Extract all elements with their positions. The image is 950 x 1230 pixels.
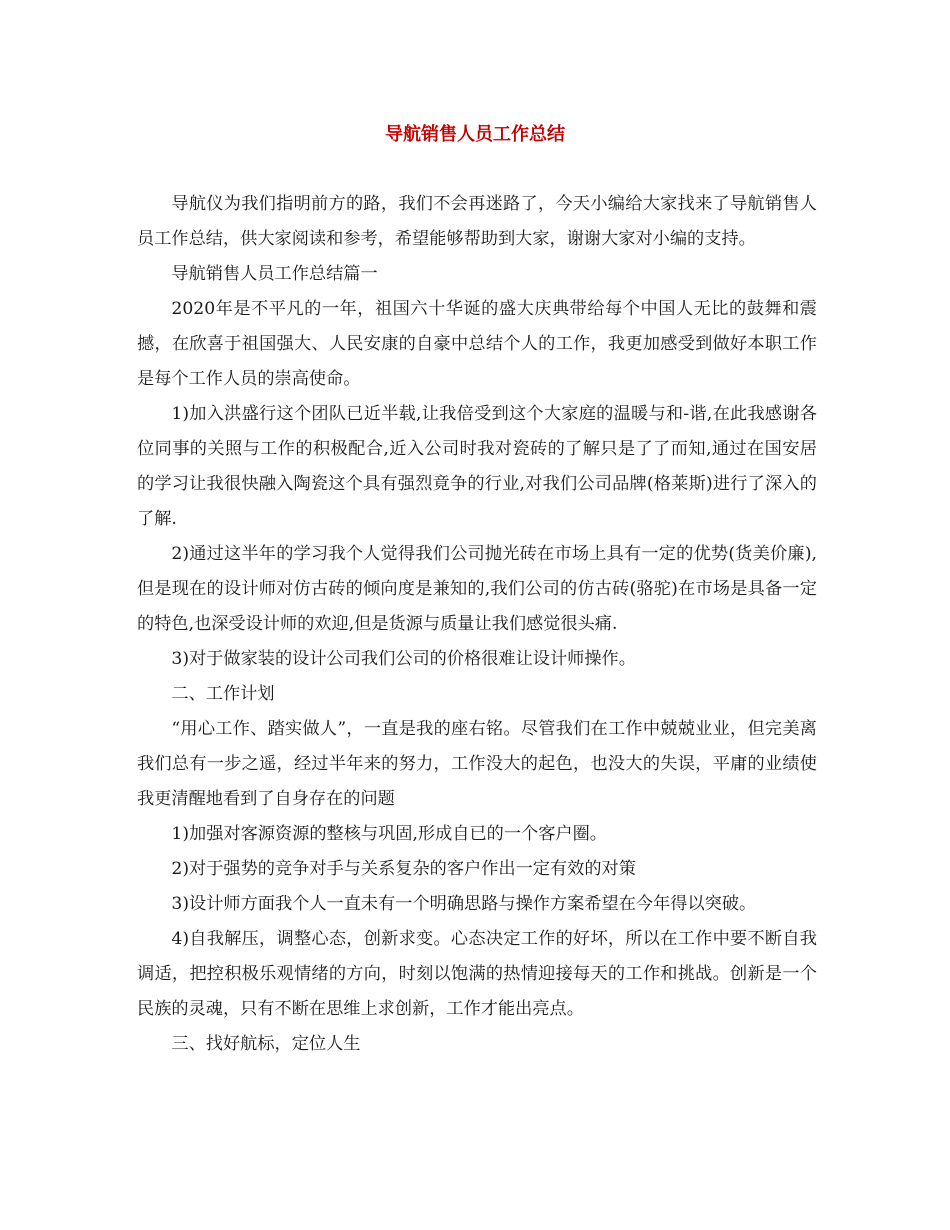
paragraph: 4)自我解压，调整心态，创新求变。心态决定工作的好坏，所以在工作中要不断自我调适，把控积极乐观情绪的方向，时刻以饱满的热情迎接每天的工作和挑战。创新是一个民族的灵魂，只有不断在思维上求创新，工作才能出亮点。 [137,929,817,1019]
paragraph: 3)对于做家装的设计公司我们公司的价格很难让设计师操作。 [171,649,636,669]
paragraph: 2)通过这半年的学习我个人觉得我们公司抛光砖在市场上具有一定的优势(货美价廉),但是现在的设计师对仿古砖的倾向度是兼知的,我们公司的仿古砖(骆驼)在市场是具备一定的特色,也深受设计师的欢迎,但是货源与质量让我们感觉很头痛. [137,544,817,634]
document-body [137,187,817,1062]
paragraph: 2)对于强势的竞争对手与关系复杂的客户作出一定有效的对策 [171,859,636,879]
document-title: 导航销售人员工作总结 [385,124,565,145]
paragraph: 3)设计师方面我个人一直未有一个明确思路与操作方案希望在今年得以突破。 [171,894,757,914]
paragraph-section-heading: 二、工作计划 [171,684,275,704]
paragraph: “用心工作、踏实做人”，一直是我的座右铭。尽管我们在工作中兢兢业业，但完美离我们总有一步之遥，经过半年来的努力，工作没大的起色，也没大的失误，平庸的业绩使我更清醒地看到了自身存在的问题 [137,719,817,809]
paragraph-section-heading: 三、找好航标，定位人生 [171,1034,361,1054]
paragraph-intro: 导航仪为我们指明前方的路，我们不会再迷路了，今天小编给大家找来了导航销售人员工作总结，供大家阅读和参考，希望能够帮助到大家，谢谢大家对小编的支持。 [137,194,817,249]
paragraph: 1)加强对客源资源的整核与巩固,形成自已的一个客户圈。 [171,824,607,844]
paragraph: 1)加入洪盛行这个团队已近半载,让我倍受到这个大家庭的温暖与和-谐,在此我感谢各位同事的关照与工作的积极配合,近入公司时我对瓷砖的了解只是了了而知,通过在国安居的学习让我很快融入陶瓷这个具有强烈竟争的行业,对我们公司品牌(格莱斯)进行了深入的了解. [137,404,817,529]
paragraph-section-heading: 导航销售人员工作总结篇一 [171,264,378,284]
paragraph: 2020年是不平凡的一年，祖国六十华诞的盛大庆典带给每个中国人无比的鼓舞和震撼，在欣喜于祖国强大、人民安康的自豪中总结个人的工作，我更加感受到做好本职工作是每个工作人员的崇高使命。 [137,299,817,389]
